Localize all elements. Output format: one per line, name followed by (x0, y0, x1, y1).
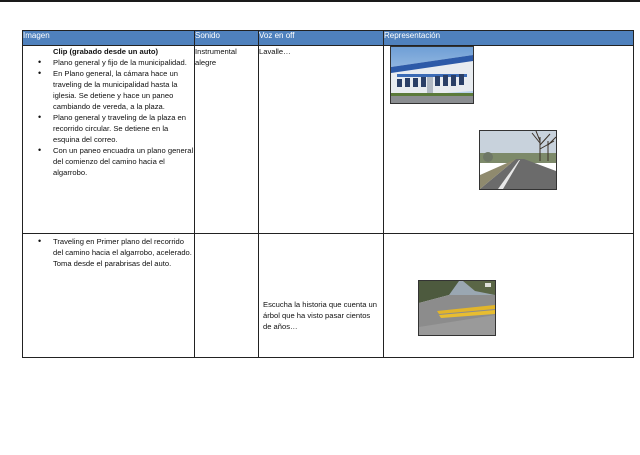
shot-item: • Con un paneo encuadra un plano general del comienzo del camino hacia el algarrobo. (53, 145, 194, 178)
table-row (23, 234, 634, 358)
imagen-cell (23, 46, 195, 234)
sonido-cell: Instrumental alegre (195, 46, 259, 234)
voz-cell (259, 234, 384, 358)
shot-item: • En Plano general, la cámara hace un traveling de la municipalidad hasta la iglesia. Se detiene y hace un paneo cambiando de vereda, a la plaza. (53, 68, 194, 112)
shot-item: • Traveling en Primer plano del recorrido del camino hacia el algarrobo, acelerado. Toma desde el parabrisas del auto. (53, 236, 194, 269)
representacion-cell (384, 234, 634, 358)
sonido-cell (195, 234, 259, 358)
rural-road-photo (479, 130, 557, 190)
script-table (22, 30, 634, 358)
header-row (23, 31, 634, 46)
shot-list (23, 57, 194, 178)
shot-list (23, 236, 194, 269)
voz-cell: Lavalle… (259, 46, 384, 234)
header-imagen: Imagen (23, 31, 195, 46)
road-closeup-photo (418, 280, 496, 336)
header-voz: Voz en off (259, 31, 384, 46)
imagen-cell (23, 234, 195, 358)
header-sonido: Sonido (195, 31, 259, 46)
table-row (23, 46, 634, 234)
shot-item: • Plano general y traveling de la plaza en recorrido circular. Se detiene en la esquina del correo. (53, 112, 194, 145)
municipality-building-photo (390, 46, 474, 104)
representacion-cell (384, 46, 634, 234)
clip-title: Clip (grabado desde un auto) (53, 47, 159, 56)
header-representacion: Representación (384, 31, 634, 46)
shot-item: • Plano general y fijo de la municipalidad. (53, 57, 194, 68)
voiceover-text: Escucha la historia que cuenta un árbol que ha visto pasar cientos de años… (263, 300, 377, 331)
top-rule (0, 0, 640, 2)
